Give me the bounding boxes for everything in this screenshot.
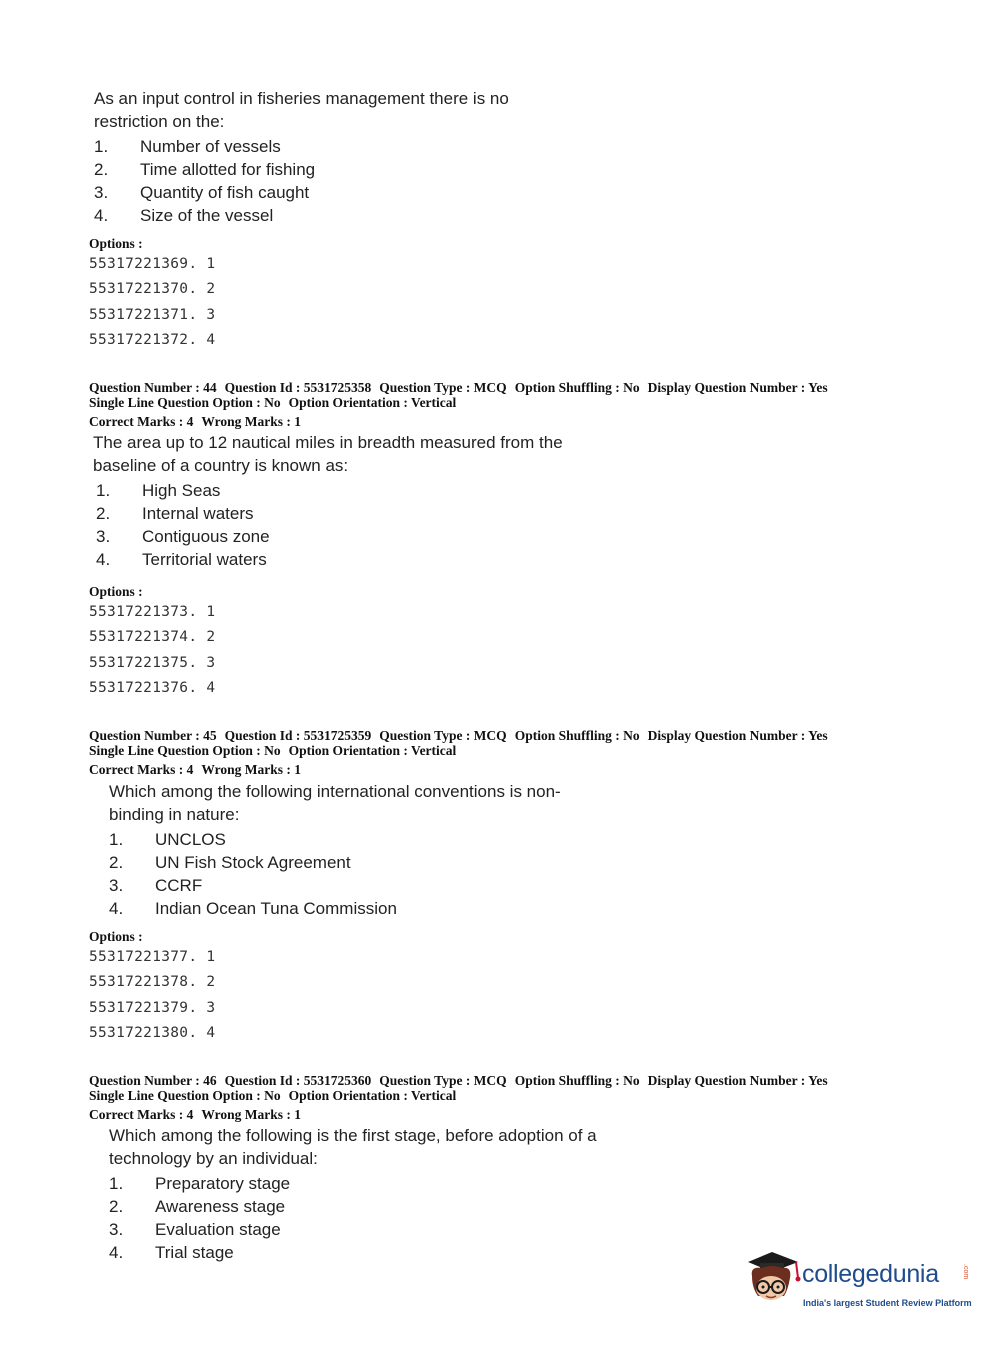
question-text-line: baseline of a country is known as: <box>93 456 349 476</box>
question-item: 4. Trial stage <box>109 1243 234 1263</box>
question-item: 3. Contiguous zone <box>96 527 270 547</box>
question-item: 3. Evaluation stage <box>109 1220 281 1240</box>
question-item: 2. Internal waters <box>96 503 254 523</box>
option-id: 55317221379. 3 <box>89 999 216 1016</box>
question-44-text <box>93 431 563 572</box>
question-44-meta: Question Number : 44 Question Id : 5531725358 Question Type : MCQ Option Shuffling : No Display Question Number : Yes Single Line Question Option : No Option Orientation : Vertical Correct Marks : 4 Wrong Marks : 1 <box>89 380 828 429</box>
logo-suffix: .com <box>962 1264 969 1280</box>
question-46-meta: Question Number : 46 Question Id : 5531725360 Question Type : MCQ Option Shuffling : No Display Question Number : Yes Single Line Question Option : No Option Orientation : Vertical Correct Marks : 4 Wrong Marks : 1 <box>89 1073 828 1122</box>
question-46-text <box>109 1124 597 1265</box>
question-text-line: Which among the following is the first stage, before adoption of a <box>109 1126 597 1145</box>
collegedunia-logo <box>742 1250 972 1320</box>
question-43-text <box>94 87 509 228</box>
logo-name: collegedunia <box>802 1260 939 1288</box>
mascot-icon <box>742 1250 804 1312</box>
question-text-line: binding in nature: <box>109 805 240 825</box>
question-item: 1. High Seas <box>96 480 221 500</box>
logo-tagline: India's largest Student Review Platform <box>803 1298 972 1308</box>
option-id: 55317221373. 1 <box>89 604 216 620</box>
option-id: 55317221374. 2 <box>89 629 216 646</box>
question-item: 1. Number of vessels <box>94 136 281 156</box>
options-list <box>89 945 215 1046</box>
option-id: 55317221372. 4 <box>89 331 216 348</box>
option-id: 55317221371. 3 <box>89 306 216 323</box>
question-item: 2. Awareness stage <box>109 1196 286 1216</box>
question-item: 2. Time allotted for fishing <box>94 159 316 179</box>
option-id: 55317221377. 1 <box>89 949 216 965</box>
options-label: Options : <box>89 584 143 599</box>
option-id: 55317221380. 4 <box>89 1024 216 1041</box>
question-45-text <box>109 780 561 921</box>
question-item: 2. UN Fish Stock Agreement <box>109 852 351 872</box>
question-text-line: Which among the following international conventions is non- <box>109 782 561 801</box>
option-id: 55317221370. 2 <box>89 281 216 298</box>
question-item: 3. Quantity of fish caught <box>94 183 310 203</box>
options-label: Options : <box>89 929 143 944</box>
options-label: Options : <box>89 236 143 251</box>
option-id: 55317221378. 2 <box>89 974 216 991</box>
question-item: 1. Preparatory stage <box>109 1173 291 1193</box>
question-text-line: The area up to 12 nautical miles in breadth measured from the <box>93 433 563 452</box>
question-text-line: As an input control in fisheries management there is no <box>94 89 509 108</box>
question-text-line: technology by an individual: <box>109 1149 318 1169</box>
question-item: 4. Size of the vessel <box>94 206 274 226</box>
question-item: 4. Indian Ocean Tuna Commission <box>109 899 397 919</box>
question-item: 3. CCRF <box>109 876 203 896</box>
option-id: 55317221376. 4 <box>89 679 216 696</box>
question-item: 1. UNCLOS <box>109 829 226 849</box>
question-text-line: restriction on the: <box>94 112 225 132</box>
options-list <box>89 600 215 701</box>
question-45-meta: Question Number : 45 Question Id : 5531725359 Question Type : MCQ Option Shuffling : No Display Question Number : Yes Single Line Question Option : No Option Orientation : Vertical Correct Marks : 4 Wrong Marks : 1 <box>89 728 828 777</box>
option-id: 55317221369. 1 <box>89 256 216 272</box>
options-list <box>89 252 215 353</box>
option-id: 55317221375. 3 <box>89 654 216 671</box>
question-item: 4. Territorial waters <box>96 550 267 570</box>
